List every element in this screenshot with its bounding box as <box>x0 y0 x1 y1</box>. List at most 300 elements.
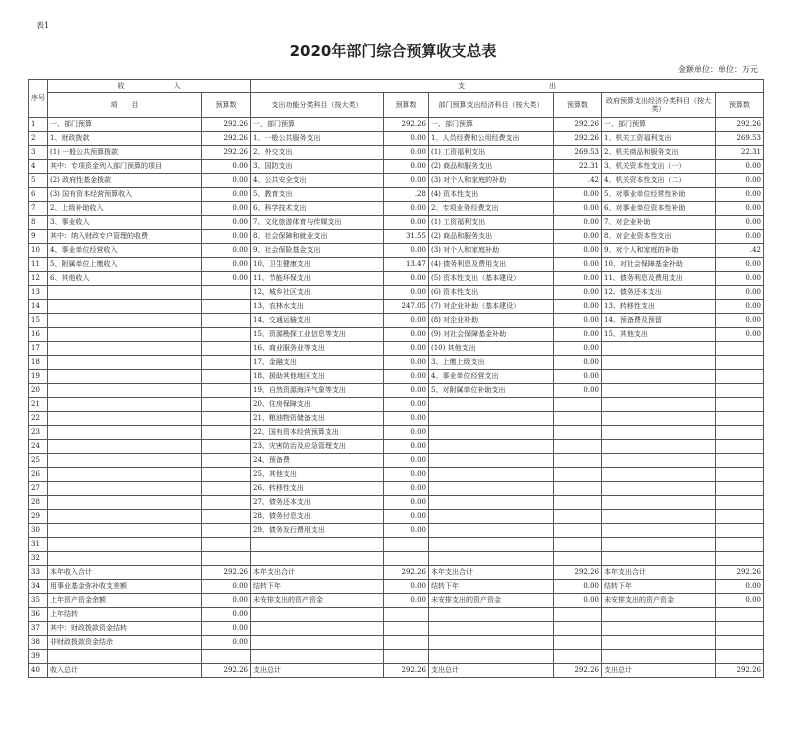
gov-econ-amount: 0.00 <box>716 174 764 188</box>
table-row <box>29 132 764 146</box>
table-row <box>29 356 764 370</box>
gov-econ-item: 9、对个人和家庭的补助 <box>602 244 716 258</box>
gov-econ-amount <box>716 650 764 664</box>
income-amount: 0.00 <box>202 174 251 188</box>
gov-econ-item: 1、机关工资福利支出 <box>602 132 716 146</box>
table-row <box>29 608 764 622</box>
dept-econ-amount: 0.00 <box>554 356 602 370</box>
dept-econ-item <box>429 538 554 552</box>
gov-econ-amount: 0.00 <box>716 188 764 202</box>
gov-econ-amount <box>716 440 764 454</box>
income-amount <box>202 370 251 384</box>
gov-econ-amount <box>716 468 764 482</box>
row-index: 26 <box>29 468 48 482</box>
function-amount: 0.00 <box>384 202 429 216</box>
function-item: 28、债务付息支出 <box>251 510 384 524</box>
income-item: 其中：纳入财政专户管理的收费 <box>48 230 202 244</box>
dept-econ-item <box>429 412 554 426</box>
dept-econ-amount: 269.53 <box>554 146 602 160</box>
gov-econ-amount <box>716 398 764 412</box>
dept-econ-item: (2) 商品和服务支出 <box>429 230 554 244</box>
gov-econ-item <box>602 622 716 636</box>
table-row <box>29 216 764 230</box>
gov-econ-amount: 269.53 <box>716 132 764 146</box>
function-amount: 0.00 <box>384 160 429 174</box>
dept-econ-item: 支出总计 <box>429 664 554 678</box>
income-amount <box>202 286 251 300</box>
row-index: 19 <box>29 370 48 384</box>
gov-econ-item: 6、对事业单位资本性补助 <box>602 202 716 216</box>
dept-econ-amount: 0.00 <box>554 258 602 272</box>
col-header: 预算数 <box>202 93 251 118</box>
income-amount <box>202 328 251 342</box>
income-item: 上年结转 <box>48 608 202 622</box>
function-item: 15、资源勘探工业信息等支出 <box>251 328 384 342</box>
function-amount: 0.00 <box>384 412 429 426</box>
gov-econ-amount <box>716 552 764 566</box>
income-amount <box>202 482 251 496</box>
dept-econ-item: (1) 工资福利支出 <box>429 146 554 160</box>
income-item <box>48 496 202 510</box>
income-amount: 0.00 <box>202 636 251 650</box>
gov-econ-amount: 0.00 <box>716 216 764 230</box>
gov-econ-item: 本年支出合计 <box>602 566 716 580</box>
income-item: 一、部门预算 <box>48 118 202 132</box>
gov-econ-item <box>602 510 716 524</box>
gov-econ-item: 未安排支出的资产资金 <box>602 594 716 608</box>
function-item: 23、灾害防治及应急管理支出 <box>251 440 384 454</box>
table-row <box>29 622 764 636</box>
income-item: (3) 国有资本经营预算收入 <box>48 188 202 202</box>
function-amount: 13.47 <box>384 258 429 272</box>
function-item: 支出总计 <box>251 664 384 678</box>
dept-econ-item <box>429 524 554 538</box>
gov-econ-amount: 0.00 <box>716 314 764 328</box>
gov-econ-item: 5、对事业单位经常性补助 <box>602 188 716 202</box>
income-item <box>48 510 202 524</box>
dept-econ-amount <box>554 622 602 636</box>
income-amount: 292.26 <box>202 146 251 160</box>
income-amount <box>202 412 251 426</box>
table-row <box>29 594 764 608</box>
row-index: 4 <box>29 160 48 174</box>
function-item: 3、国防支出 <box>251 160 384 174</box>
function-amount: 0.00 <box>384 468 429 482</box>
col-header: 预算数 <box>716 93 764 118</box>
col-header: 政府预算支出经济分类科目（按大类） <box>602 93 716 118</box>
function-item <box>251 636 384 650</box>
function-amount: 0.00 <box>384 594 429 608</box>
gov-econ-amount <box>716 426 764 440</box>
gov-econ-item: 结转下年 <box>602 580 716 594</box>
gov-econ-item: 11、债务利息及费用支出 <box>602 272 716 286</box>
table-row <box>29 314 764 328</box>
function-amount <box>384 636 429 650</box>
gov-econ-item: 13、转移性支出 <box>602 300 716 314</box>
expense-header: 支 出 <box>251 80 764 93</box>
income-header: 收 入 <box>48 80 251 93</box>
function-item: 11、节能环保支出 <box>251 272 384 286</box>
function-item: 16、商业服务业等支出 <box>251 342 384 356</box>
function-item <box>251 622 384 636</box>
row-index: 6 <box>29 188 48 202</box>
function-amount: .28 <box>384 188 429 202</box>
gov-econ-amount <box>716 454 764 468</box>
function-item <box>251 608 384 622</box>
row-index: 20 <box>29 384 48 398</box>
dept-econ-amount <box>554 426 602 440</box>
gov-econ-item <box>602 398 716 412</box>
gov-econ-amount: 0.00 <box>716 272 764 286</box>
dept-econ-item <box>429 482 554 496</box>
dept-econ-amount: 0.00 <box>554 286 602 300</box>
table-row <box>29 482 764 496</box>
dept-econ-item: 3、上缴上级支出 <box>429 356 554 370</box>
function-amount: 292.26 <box>384 566 429 580</box>
income-item: 1、财政拨款 <box>48 132 202 146</box>
function-amount: 0.00 <box>384 454 429 468</box>
income-amount <box>202 510 251 524</box>
row-index: 12 <box>29 272 48 286</box>
gov-econ-item <box>602 608 716 622</box>
row-index: 9 <box>29 230 48 244</box>
income-amount <box>202 468 251 482</box>
gov-econ-item <box>602 552 716 566</box>
gov-econ-item <box>602 468 716 482</box>
dept-econ-amount <box>554 468 602 482</box>
income-item <box>48 356 202 370</box>
row-index: 34 <box>29 580 48 594</box>
dept-econ-item: (4) 资本性支出 <box>429 188 554 202</box>
gov-econ-item: 8、对企业资本性支出 <box>602 230 716 244</box>
table-row <box>29 636 764 650</box>
table-row <box>29 244 764 258</box>
dept-econ-item: (10) 其他支出 <box>429 342 554 356</box>
income-amount <box>202 552 251 566</box>
income-amount <box>202 440 251 454</box>
income-amount <box>202 538 251 552</box>
income-amount: 0.00 <box>202 594 251 608</box>
income-item <box>48 482 202 496</box>
income-amount: 292.26 <box>202 118 251 132</box>
table-row <box>29 160 764 174</box>
gov-econ-amount: 0.00 <box>716 328 764 342</box>
function-item: 本年支出合计 <box>251 566 384 580</box>
function-amount: 247.05 <box>384 300 429 314</box>
dept-econ-item <box>429 622 554 636</box>
dept-econ-amount: 292.26 <box>554 118 602 132</box>
dept-econ-amount <box>554 510 602 524</box>
income-amount <box>202 454 251 468</box>
function-item: 13、农林水支出 <box>251 300 384 314</box>
dept-econ-amount <box>554 482 602 496</box>
dept-econ-amount: 0.00 <box>554 384 602 398</box>
gov-econ-amount <box>716 356 764 370</box>
table-row <box>29 342 764 356</box>
table-row <box>29 510 764 524</box>
function-amount: 0.00 <box>384 398 429 412</box>
gov-econ-amount: 0.00 <box>716 230 764 244</box>
income-item <box>48 300 202 314</box>
dept-econ-item <box>429 440 554 454</box>
function-amount: 0.00 <box>384 132 429 146</box>
income-amount: 0.00 <box>202 608 251 622</box>
row-index: 1 <box>29 118 48 132</box>
table-row <box>29 272 764 286</box>
income-amount <box>202 314 251 328</box>
function-item: 12、城乡社区支出 <box>251 286 384 300</box>
gov-econ-item <box>602 440 716 454</box>
income-item <box>48 650 202 664</box>
income-item: 2、上级补助收入 <box>48 202 202 216</box>
income-item <box>48 384 202 398</box>
dept-econ-item <box>429 608 554 622</box>
row-index: 40 <box>29 664 48 678</box>
function-amount: 0.00 <box>384 426 429 440</box>
table-tag: 表1 <box>36 21 50 30</box>
table-row <box>29 300 764 314</box>
function-item: 18、援助其他地区支出 <box>251 370 384 384</box>
dept-econ-item <box>429 454 554 468</box>
col-header: 预算数 <box>554 93 602 118</box>
function-item: 14、交通运输支出 <box>251 314 384 328</box>
dept-econ-amount <box>554 650 602 664</box>
dept-econ-amount: 0.00 <box>554 188 602 202</box>
function-amount: 0.00 <box>384 216 429 230</box>
dept-econ-item <box>429 468 554 482</box>
gov-econ-amount: 22.31 <box>716 146 764 160</box>
function-item: 25、其他支出 <box>251 468 384 482</box>
row-index: 17 <box>29 342 48 356</box>
income-item <box>48 328 202 342</box>
dept-econ-amount <box>554 398 602 412</box>
function-amount: 0.00 <box>384 174 429 188</box>
table-row <box>29 440 764 454</box>
income-amount <box>202 524 251 538</box>
dept-econ-amount <box>554 524 602 538</box>
function-amount: 0.00 <box>384 146 429 160</box>
function-amount: 0.00 <box>384 384 429 398</box>
table-row <box>29 538 764 552</box>
table-row <box>29 188 764 202</box>
dept-econ-amount: 0.00 <box>554 314 602 328</box>
function-item <box>251 650 384 664</box>
function-amount: 0.00 <box>384 314 429 328</box>
dept-econ-amount: 0.00 <box>554 370 602 384</box>
function-item: 26、转移性支出 <box>251 482 384 496</box>
dept-econ-item: 1、人员经费和公用经费支出 <box>429 132 554 146</box>
function-item: 17、金融支出 <box>251 356 384 370</box>
dept-econ-item: (2) 商品和服务支出 <box>429 160 554 174</box>
dept-econ-amount <box>554 440 602 454</box>
income-item <box>48 314 202 328</box>
gov-econ-item <box>602 636 716 650</box>
table-row <box>29 650 764 664</box>
gov-econ-amount: 292.26 <box>716 664 764 678</box>
row-index: 7 <box>29 202 48 216</box>
income-amount: 0.00 <box>202 216 251 230</box>
income-amount <box>202 300 251 314</box>
income-amount: 292.26 <box>202 664 251 678</box>
row-index: 37 <box>29 622 48 636</box>
row-index: 14 <box>29 300 48 314</box>
income-item <box>48 538 202 552</box>
income-item: 其中：专项资金列入部门预算的项目 <box>48 160 202 174</box>
dept-econ-item: 5、对附属单位补助支出 <box>429 384 554 398</box>
income-item: 上年资产资金余额 <box>48 594 202 608</box>
income-amount <box>202 398 251 412</box>
income-item <box>48 468 202 482</box>
income-amount: 0.00 <box>202 244 251 258</box>
dept-econ-amount: 0.00 <box>554 202 602 216</box>
row-index: 5 <box>29 174 48 188</box>
function-item: 8、社会保障和就业支出 <box>251 230 384 244</box>
function-item <box>251 538 384 552</box>
dept-econ-amount <box>554 412 602 426</box>
dept-econ-amount: 0.00 <box>554 244 602 258</box>
row-index: 29 <box>29 510 48 524</box>
function-amount: 0.00 <box>384 272 429 286</box>
income-item: 6、其他收入 <box>48 272 202 286</box>
income-item: 非财政拨款资金结余 <box>48 636 202 650</box>
gov-econ-amount: 0.00 <box>716 300 764 314</box>
income-item: 5、附属单位上缴收入 <box>48 258 202 272</box>
function-amount: 0.00 <box>384 286 429 300</box>
gov-econ-amount: .42 <box>716 244 764 258</box>
dept-econ-amount: 0.00 <box>554 272 602 286</box>
gov-econ-item: 4、机关资本性支出（二） <box>602 174 716 188</box>
income-amount: 0.00 <box>202 580 251 594</box>
income-item: (2) 政府性基金拨款 <box>48 174 202 188</box>
gov-econ-amount <box>716 384 764 398</box>
gov-econ-item <box>602 342 716 356</box>
row-index: 2 <box>29 132 48 146</box>
dept-econ-amount: .42 <box>554 174 602 188</box>
table-row <box>29 454 764 468</box>
table-row <box>29 412 764 426</box>
row-index: 25 <box>29 454 48 468</box>
income-amount: 292.26 <box>202 566 251 580</box>
dept-econ-item: (8) 对企业补助 <box>429 314 554 328</box>
function-item: 4、公共安全支出 <box>251 174 384 188</box>
row-index: 11 <box>29 258 48 272</box>
gov-econ-amount <box>716 342 764 356</box>
dept-econ-amount: 0.00 <box>554 328 602 342</box>
income-amount <box>202 426 251 440</box>
function-item: 未安排支出的资产资金 <box>251 594 384 608</box>
function-item: 7、文化旅游体育与传媒支出 <box>251 216 384 230</box>
function-item: 6、科学技术支出 <box>251 202 384 216</box>
gov-econ-item <box>602 482 716 496</box>
function-amount: 0.00 <box>384 328 429 342</box>
table-row <box>29 552 764 566</box>
function-amount: 0.00 <box>384 510 429 524</box>
gov-econ-item <box>602 356 716 370</box>
col-header: 预算数 <box>384 93 429 118</box>
function-amount: 0.00 <box>384 356 429 370</box>
gov-econ-amount: 0.00 <box>716 286 764 300</box>
table-row <box>29 258 764 272</box>
dept-econ-amount: 0.00 <box>554 300 602 314</box>
function-amount <box>384 538 429 552</box>
gov-econ-amount <box>716 510 764 524</box>
dept-econ-item <box>429 426 554 440</box>
row-index: 3 <box>29 146 48 160</box>
dept-econ-item: (3) 对个人和家庭补助 <box>429 244 554 258</box>
income-amount <box>202 356 251 370</box>
gov-econ-amount <box>716 608 764 622</box>
row-index: 35 <box>29 594 48 608</box>
function-amount: 292.26 <box>384 118 429 132</box>
function-amount: 0.00 <box>384 496 429 510</box>
col-header: 项 目 <box>48 93 202 118</box>
gov-econ-amount: 0.00 <box>716 580 764 594</box>
gov-econ-item <box>602 412 716 426</box>
dept-econ-amount: 0.00 <box>554 230 602 244</box>
income-amount: 0.00 <box>202 202 251 216</box>
unit-label: 金额单位：单位：万元 <box>678 65 758 74</box>
function-item: 29、债务发行费用支出 <box>251 524 384 538</box>
gov-econ-amount: 292.26 <box>716 566 764 580</box>
row-index: 8 <box>29 216 48 230</box>
income-item <box>48 286 202 300</box>
gov-econ-amount <box>716 622 764 636</box>
function-item: 1、一般公共服务支出 <box>251 132 384 146</box>
table-row <box>29 426 764 440</box>
budget-table <box>28 79 764 678</box>
dept-econ-amount: 292.26 <box>554 566 602 580</box>
dept-econ-amount <box>554 496 602 510</box>
dept-econ-item <box>429 636 554 650</box>
dept-econ-item: (6) 资本性支出 <box>429 286 554 300</box>
gov-econ-amount <box>716 370 764 384</box>
gov-econ-amount: 0.00 <box>716 160 764 174</box>
income-item: (1) 一般公共预算拨款 <box>48 146 202 160</box>
income-amount: 0.00 <box>202 272 251 286</box>
function-item: 19、自然资源海洋气象等支出 <box>251 384 384 398</box>
gov-econ-amount <box>716 524 764 538</box>
gov-econ-item <box>602 384 716 398</box>
function-item: 10、卫生健康支出 <box>251 258 384 272</box>
gov-econ-item: 一、部门预算 <box>602 118 716 132</box>
function-amount: 0.00 <box>384 342 429 356</box>
income-item <box>48 426 202 440</box>
income-amount <box>202 384 251 398</box>
function-item: 结转下年 <box>251 580 384 594</box>
table-row <box>29 664 764 678</box>
income-item: 收入总计 <box>48 664 202 678</box>
gov-econ-item: 7、对企业补助 <box>602 216 716 230</box>
dept-econ-item: 4、事业单位经营支出 <box>429 370 554 384</box>
table-row <box>29 566 764 580</box>
dept-econ-item: (5) 资本性支出（基本建设） <box>429 272 554 286</box>
table-row <box>29 230 764 244</box>
gov-econ-amount: 0.00 <box>716 258 764 272</box>
row-index: 13 <box>29 286 48 300</box>
dept-econ-amount: 0.00 <box>554 342 602 356</box>
gov-econ-amount <box>716 636 764 650</box>
row-index: 38 <box>29 636 48 650</box>
income-item: 4、事业单位经营收入 <box>48 244 202 258</box>
row-index: 24 <box>29 440 48 454</box>
income-amount: 0.00 <box>202 258 251 272</box>
function-amount <box>384 552 429 566</box>
row-index: 31 <box>29 538 48 552</box>
function-amount: 0.00 <box>384 244 429 258</box>
dept-econ-amount: 0.00 <box>554 594 602 608</box>
function-item <box>251 552 384 566</box>
row-index: 10 <box>29 244 48 258</box>
